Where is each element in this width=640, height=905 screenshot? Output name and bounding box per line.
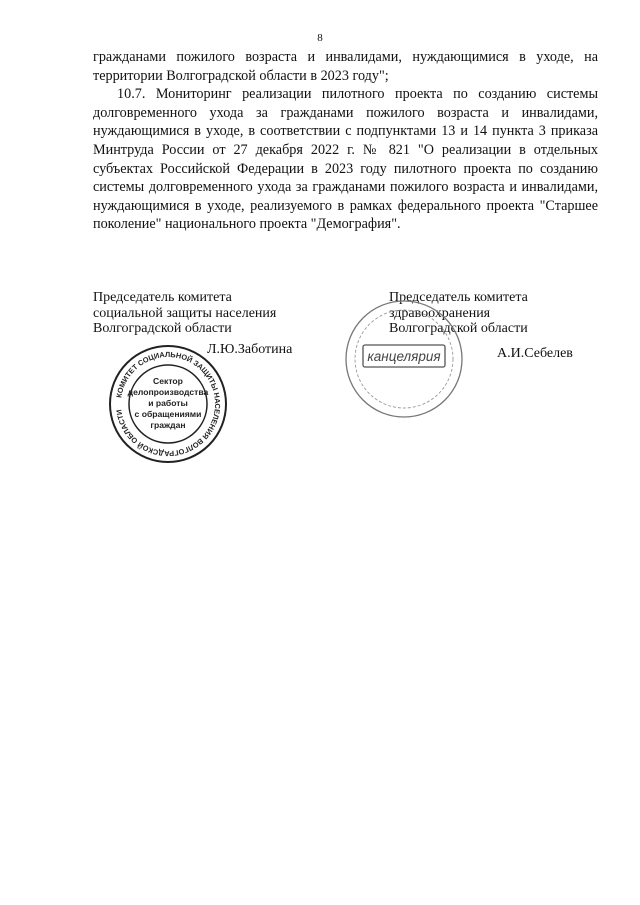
- stamp-center-line: граждан: [150, 420, 186, 430]
- signatory-title-line: Волгоградской области: [93, 321, 232, 336]
- stamp-center-line: с обращениями: [134, 409, 202, 419]
- stamp-center-line: и работы: [148, 398, 188, 408]
- signatory-title-line: Волгоградской области: [389, 321, 528, 336]
- signatory-title-line: социальной защиты населения: [93, 305, 277, 321]
- round-stamp: [106, 342, 230, 466]
- stamp-center-line: делопроизводства: [127, 387, 209, 397]
- signatory-name-right: А.И.Себелев: [497, 346, 573, 361]
- signature-block-left: [93, 290, 276, 337]
- signatory-name-left: Л.Ю.Заботина: [207, 342, 293, 357]
- paragraph-10-7: 10.7. Мониторинг реализации пилотного проекта по созданию системы долговременного ухода за гражданами пожилого возраста и инвалидами, нуждающимися в уходе, в соответствии с подпунктами 13 и 14 пункта 3 приказа Минтруда России от 27 декабря 2022 г. № 821 "О реализации в отдельных субъектах Российской Федерации в 2023 году пилотного проекта по созданию системы долговременного ухода за гражданами пожилого возраста и инвалидами, нуждающимися в уходе, реализуемого в рамках федерального проекта "Старшее поколение" национального проекта "Демография".: [93, 86, 598, 233]
- page-number: 8: [317, 32, 323, 44]
- stamp-ring-text: КОМИТЕТ СОЦИАЛЬНОЙ ЗАЩИТЫ НАСЕЛЕНИЯ ВОЛГОГРАДСКОЙ ОБЛАСТИ: [114, 349, 223, 459]
- signatory-title-line: Председатель комитета: [93, 290, 232, 305]
- signatory-title-line: Председатель комитета: [389, 290, 528, 305]
- document-body: [93, 48, 598, 234]
- paragraph-continuation: гражданами пожилого возраста и инвалидами, нуждающимися в уходе, на территории Волгоградской области в 2023 году";: [93, 49, 598, 84]
- kanc-stamp-label: канцелярия: [367, 349, 441, 364]
- signatory-title-line: здравоохранения: [389, 305, 491, 321]
- stamp-center-line: Сектор: [153, 376, 183, 386]
- kanc-stamp: [341, 296, 467, 422]
